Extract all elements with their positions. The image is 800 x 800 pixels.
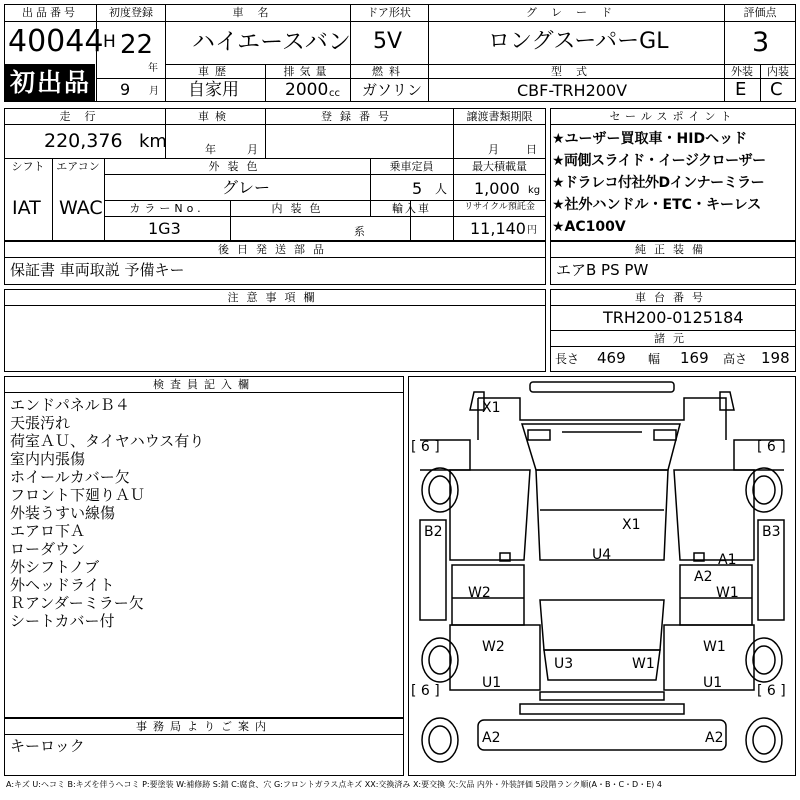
notes-title: 注意事項欄 bbox=[227, 291, 323, 304]
score: 3 bbox=[752, 27, 770, 58]
history-label: 車歴 bbox=[198, 65, 232, 78]
length: 469 bbox=[597, 349, 626, 367]
first-listing-text: 初出品 bbox=[10, 68, 92, 97]
transfer-label: 譲渡書類期限 bbox=[466, 110, 533, 123]
tire-tl: [ 6 ] bbox=[411, 439, 440, 455]
color-label: 外装色 bbox=[208, 160, 266, 173]
load: 1,000 bbox=[474, 179, 520, 198]
office-title: 事務局よりご案内 bbox=[136, 720, 272, 733]
recycle-label: リサイクル預託金 bbox=[464, 202, 535, 212]
door-label: ドア形状 bbox=[367, 6, 411, 19]
lot-number: 40044 bbox=[8, 24, 104, 59]
interior-grade: C bbox=[770, 79, 783, 100]
doors: 5V bbox=[373, 29, 403, 54]
month-suffix: 月 bbox=[149, 86, 159, 97]
reg-year: 22 bbox=[120, 30, 154, 60]
inspector-line: シートカバー付 bbox=[10, 612, 115, 630]
inspector-title: 検査員記入欄 bbox=[153, 378, 255, 391]
mark-u3: U3 bbox=[554, 656, 574, 672]
lot-label: 出品番号 bbox=[22, 6, 78, 19]
mark-u4: U4 bbox=[592, 547, 612, 563]
mark-u1-left: U1 bbox=[482, 675, 502, 691]
shift-label: シフト bbox=[11, 160, 45, 173]
chassis-number: TRH200-0125184 bbox=[603, 308, 744, 327]
year-suffix: 年 bbox=[148, 63, 158, 74]
parts-title: 後日発送部品 bbox=[218, 243, 332, 256]
load-unit: kg bbox=[528, 185, 541, 196]
mark-a2-br: A2 bbox=[705, 730, 724, 746]
inspection-year-unit: 年 bbox=[205, 143, 216, 156]
mileage-label: 走行 bbox=[59, 110, 110, 123]
tire-tr: [ 6 ] bbox=[757, 439, 786, 455]
displacement-unit: cc bbox=[329, 88, 340, 99]
tire-bl: [ 6 ] bbox=[411, 683, 440, 699]
inspector-line: ホイールカバー欠 bbox=[10, 468, 130, 486]
mark-w1-right: W1 bbox=[716, 585, 739, 601]
mileage-unit: km bbox=[139, 131, 167, 152]
inspection-month-unit: 月 bbox=[247, 143, 258, 156]
width: 169 bbox=[680, 349, 709, 367]
color: グレー bbox=[222, 178, 271, 197]
sales-point-item: ★AC100V bbox=[552, 219, 626, 235]
inspector-line: フロント下廻りＡＵ bbox=[10, 486, 146, 504]
import-label: 輸入車 bbox=[392, 202, 431, 215]
parts-value: 保証書 車両取説 予備キー bbox=[10, 261, 185, 279]
inspector-line: 外シフトノブ bbox=[10, 558, 100, 576]
car-diagram-drawing bbox=[408, 376, 796, 776]
displacement-label: 排気量 bbox=[283, 65, 332, 78]
mark-a2-bl: A2 bbox=[482, 730, 501, 746]
car-name: ハイエースバン bbox=[192, 29, 351, 55]
grade: ロングスーパーGL bbox=[488, 29, 669, 54]
transfer-month-unit: 月 bbox=[488, 143, 499, 156]
reg-no-label: 登録番号 bbox=[321, 110, 397, 123]
interior-label: 内装 bbox=[767, 65, 789, 78]
capacity: 5 bbox=[412, 179, 423, 198]
first-reg-label: 初度登録 bbox=[109, 6, 153, 19]
exterior-label: 外装 bbox=[731, 65, 753, 78]
model: CBF-TRH200V bbox=[517, 81, 628, 100]
inspection-label: 車検 bbox=[198, 110, 232, 123]
mark-a2-right: A2 bbox=[694, 569, 713, 585]
mark-w2-left: W2 bbox=[468, 585, 491, 601]
height: 198 bbox=[761, 349, 790, 367]
dims-title: 諸元 bbox=[654, 332, 692, 345]
mileage: 220,376 bbox=[44, 130, 123, 152]
transfer-day-unit: 日 bbox=[526, 143, 537, 156]
sales-point-item: ★社外ハンドル・ETC・キーレス bbox=[552, 197, 762, 213]
history: 自家用 bbox=[188, 80, 239, 100]
mark-x1-top: X1 bbox=[482, 400, 501, 416]
exterior-grade: E bbox=[735, 79, 747, 100]
score-label: 評価点 bbox=[743, 6, 777, 19]
era-prefix: H bbox=[103, 32, 116, 52]
sales-points-list bbox=[552, 128, 795, 238]
inspector-line: 天張汚れ bbox=[10, 414, 71, 432]
fuel-label: 燃料 bbox=[372, 65, 406, 78]
capacity-unit: 人 bbox=[435, 182, 448, 196]
mark-b2: B2 bbox=[424, 524, 443, 540]
ac-label: エアコン bbox=[56, 160, 100, 173]
legend-text: A:キズ U:ヘコミ B:キズを伴うヘコミ P:要塗装 W:補修跡 S:錆 C:腐食、穴 G:フロントガラス点キズ XX:交換済み X:要交換 欠:欠品 内外・外装評価 5段階ランク順(A・B・C・D・E) 4 bbox=[6, 780, 663, 789]
shift: IAT bbox=[12, 197, 41, 219]
int-color-suffix: 系 bbox=[354, 225, 365, 238]
displacement: 2000 bbox=[285, 80, 329, 100]
int-color-label: 内装色 bbox=[271, 202, 329, 215]
recycle-unit: 円 bbox=[527, 225, 537, 236]
grade-label: グレード bbox=[526, 6, 626, 19]
mark-w1-front: W1 bbox=[632, 656, 655, 672]
inspector-line: 外ヘッドライト bbox=[10, 576, 115, 594]
model-label: 型式 bbox=[551, 65, 601, 78]
equipment-title: 純正装備 bbox=[635, 243, 711, 256]
inspector-line: 荷室ＡＵ、タイヤハウス有り bbox=[10, 432, 205, 450]
recycle: 11,140 bbox=[470, 219, 526, 238]
sales-point-item: ★両側スライド・イージクローザー bbox=[552, 153, 766, 169]
mark-w2-lower: W2 bbox=[482, 639, 505, 655]
inspector-line: エンドパネルＢ４ bbox=[10, 396, 130, 414]
chassis-title: 車台番号 bbox=[635, 291, 711, 304]
mark-b3: B3 bbox=[762, 524, 781, 540]
inspector-line: Ｒアンダーミラー欠 bbox=[10, 594, 144, 612]
sales-point-item: ★ユーザー買取車・HIDヘッド bbox=[552, 131, 748, 147]
color-no: 1G3 bbox=[148, 219, 181, 238]
inspector-lines bbox=[10, 396, 400, 630]
mark-a1: A1 bbox=[718, 552, 737, 568]
color-no-label: カラーNo. bbox=[129, 202, 205, 215]
inspector-line: 室内内張傷 bbox=[10, 450, 86, 468]
capacity-label: 乗車定員 bbox=[389, 160, 434, 173]
mark-u1-right: U1 bbox=[703, 675, 723, 691]
equipment-value: エアB PS PW bbox=[556, 261, 649, 279]
mark-x1-roof: X1 bbox=[622, 517, 641, 533]
reg-month: 9 bbox=[120, 80, 131, 99]
mark-w1-lower: W1 bbox=[703, 639, 726, 655]
sales-point-item: ★ドラレコ付社外Dインナーミラー bbox=[552, 175, 765, 191]
inspector-line: 外装うすい線傷 bbox=[10, 504, 116, 522]
car-name-label: 車名 bbox=[232, 6, 283, 19]
inspector-line: ローダウン bbox=[10, 540, 86, 558]
office-value: キーロック bbox=[10, 737, 85, 755]
ac: WAC bbox=[59, 197, 103, 219]
inspector-line: エアロ下Ａ bbox=[10, 522, 86, 540]
height-label: 高さ bbox=[723, 352, 748, 366]
tire-br: [ 6 ] bbox=[757, 683, 786, 699]
fuel: ガソリン bbox=[362, 81, 423, 99]
width-label: 幅 bbox=[648, 352, 661, 366]
sales-points-title: セールスポイント bbox=[609, 110, 737, 123]
length-label: 長さ bbox=[555, 352, 580, 366]
load-label: 最大積載量 bbox=[472, 160, 527, 173]
